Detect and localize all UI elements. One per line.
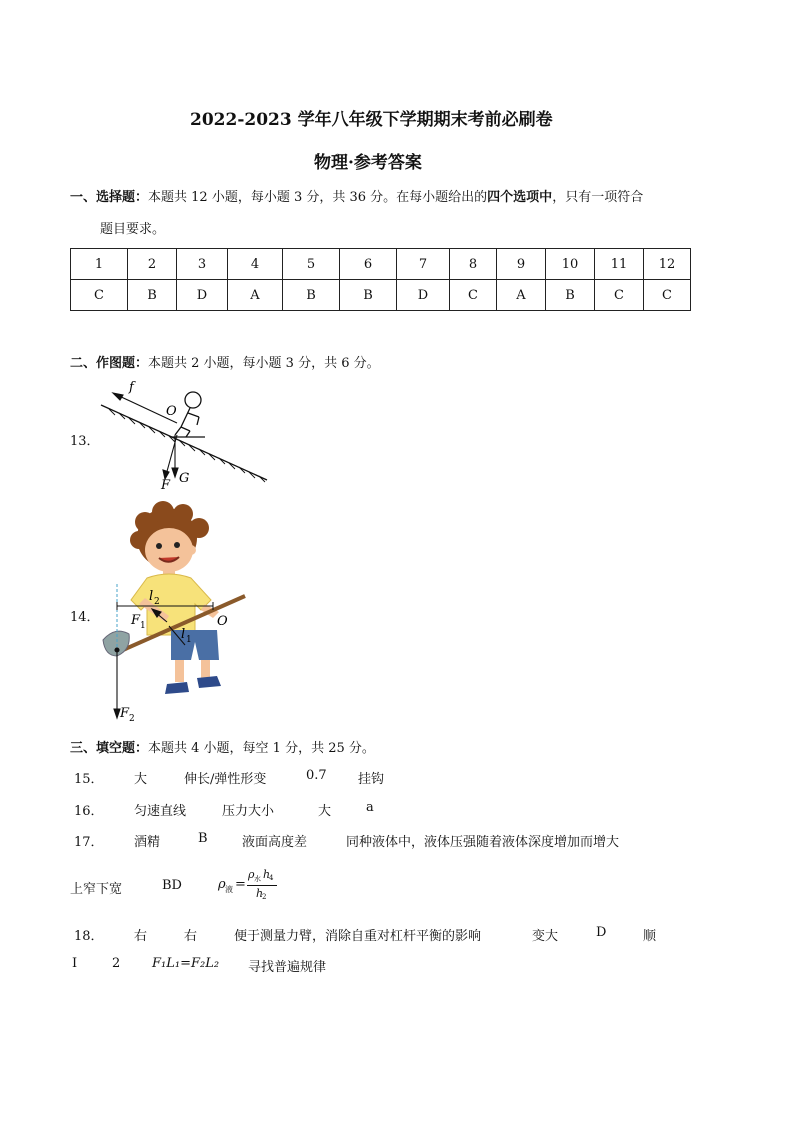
formula-den-h-sub: 2 xyxy=(262,893,267,901)
table-cell: B xyxy=(546,280,595,311)
formula-rho: ρ xyxy=(218,877,226,892)
q17-answer: 酒精 xyxy=(134,835,161,850)
q14-label-F2-sub: 2 xyxy=(129,714,135,724)
section1-line2: 题目要求。 xyxy=(100,222,166,237)
formula-den-h: h xyxy=(256,887,264,900)
q16-number: 16． xyxy=(74,804,104,819)
q17-formula xyxy=(218,866,288,906)
q13-label-f: f xyxy=(129,380,134,395)
section3-prefix: 三、填空题： xyxy=(70,741,149,756)
table-cell: B xyxy=(283,280,340,311)
q17-number: 17． xyxy=(74,835,104,850)
q17-answer: 上窄下宽 xyxy=(70,882,123,897)
table-cell: 2 xyxy=(128,249,177,280)
q16-answer: 压力大小 xyxy=(222,804,275,819)
table-cell: 11 xyxy=(595,249,644,280)
q18-answer: 右 xyxy=(184,929,198,944)
q14-label-l2-sub: 2 xyxy=(154,597,160,607)
q18-answer: 变大 xyxy=(532,929,559,944)
table-cell: B xyxy=(128,280,177,311)
q13-number: 13． xyxy=(70,434,100,449)
q15-answer: 大 xyxy=(134,772,148,787)
section1-prefix: 一、选择题： xyxy=(70,190,149,205)
q18-formula: F₁L₁=F₂L₂ xyxy=(152,956,220,971)
q13-label-F: F xyxy=(161,478,171,490)
section3-heading xyxy=(70,737,375,756)
q14-label-F1: F xyxy=(131,613,141,628)
q17-answer: 同种液体中，液体压强随着液体深度增加而增大 xyxy=(346,835,620,850)
table-cell: C xyxy=(450,280,497,311)
section2-heading xyxy=(70,352,380,371)
formula-bar xyxy=(247,885,277,886)
section2-text: 本题共 2 小题，每小题 3 分，共 6 分。 xyxy=(148,356,380,371)
formula-num-h: h xyxy=(263,868,271,881)
q18-answer: 便于测量力臂，消除自重对杠杆平衡的影响 xyxy=(234,929,482,944)
table-cell: 12 xyxy=(644,249,691,280)
q18-answer: 顺 xyxy=(643,929,657,944)
table-cell: A xyxy=(228,280,283,311)
table-cell: 5 xyxy=(283,249,340,280)
q17-answer: 液面高度差 xyxy=(242,835,308,850)
formula-num-rho-sub: 水 xyxy=(254,875,261,883)
q13-label-g: G xyxy=(179,471,190,486)
formula-num-rho: ρ xyxy=(248,868,255,881)
q18-answer: 2 xyxy=(112,956,121,971)
q15-answer: 挂钩 xyxy=(358,772,385,787)
q18-answer: I xyxy=(72,956,78,971)
table-cell: D xyxy=(177,280,228,311)
q13-label-o: O xyxy=(166,404,177,419)
q18-number: 18． xyxy=(74,929,104,944)
section1-text-a: 本题共 12 小题，每小题 3 分，共 36 分。在每小题给出的 xyxy=(148,190,488,205)
q15-number: 15． xyxy=(74,772,104,787)
table-cell: 1 xyxy=(71,249,128,280)
section1-bold: 四个选项中 xyxy=(487,190,553,205)
table-cell: D xyxy=(397,280,450,311)
table-cell: 3 xyxy=(177,249,228,280)
section3-text: 本题共 4 小题，每空 1 分，共 25 分。 xyxy=(148,741,375,756)
table-cell: C xyxy=(644,280,691,311)
q14-label-l1: l xyxy=(181,627,186,642)
q17-answer: B xyxy=(198,831,208,846)
boy-illustration xyxy=(130,501,221,694)
answer-table xyxy=(70,248,691,311)
q14-label-O: O xyxy=(217,614,228,629)
table-cell: 10 xyxy=(546,249,595,280)
table-cell: B xyxy=(340,280,397,311)
table-cell: 6 xyxy=(340,249,397,280)
q16-answer: a xyxy=(366,800,374,815)
table-row-answers xyxy=(71,280,691,311)
table-cell: C xyxy=(71,280,128,311)
q16-answer: 匀速直线 xyxy=(134,804,187,819)
q18-answer: 寻找普遍规律 xyxy=(248,960,327,975)
q15-answer: 伸长/弹性形变 xyxy=(184,772,267,787)
q14-label-F1-sub: 1 xyxy=(140,621,146,631)
q18-answer: 右 xyxy=(134,929,148,944)
q14-diagram xyxy=(95,500,260,725)
q16-answer: 大 xyxy=(318,804,332,819)
q14-label-l1-sub: 1 xyxy=(186,635,192,645)
q14-label-F2: F xyxy=(120,706,130,721)
q14-label-l2: l xyxy=(149,589,154,604)
formula-num-h-sub: 4 xyxy=(269,874,274,882)
section1-text-b: ，只有一项符合 xyxy=(552,190,644,205)
page-subtitle: 物理·参考答案 xyxy=(314,153,422,173)
table-cell: 8 xyxy=(450,249,497,280)
q15-answer: 0.7 xyxy=(306,768,327,783)
table-cell: C xyxy=(595,280,644,311)
formula-eq: = xyxy=(235,877,246,892)
q18-answer: D xyxy=(596,925,607,940)
table-cell: A xyxy=(497,280,546,311)
table-cell: 9 xyxy=(497,249,546,280)
section2-prefix: 二、作图题： xyxy=(70,356,149,371)
q13-diagram xyxy=(95,375,275,490)
formula-rho-sub: 液 xyxy=(225,885,233,894)
table-cell: 7 xyxy=(397,249,450,280)
q14-number: 14． xyxy=(70,610,100,625)
table-cell: 4 xyxy=(228,249,283,280)
section1-heading xyxy=(70,186,643,205)
q17-answer: BD xyxy=(162,878,182,893)
page-title: 2022-2023 学年八年级下学期期末考前必刷卷 xyxy=(190,110,553,130)
table-row-numbers xyxy=(71,249,691,280)
